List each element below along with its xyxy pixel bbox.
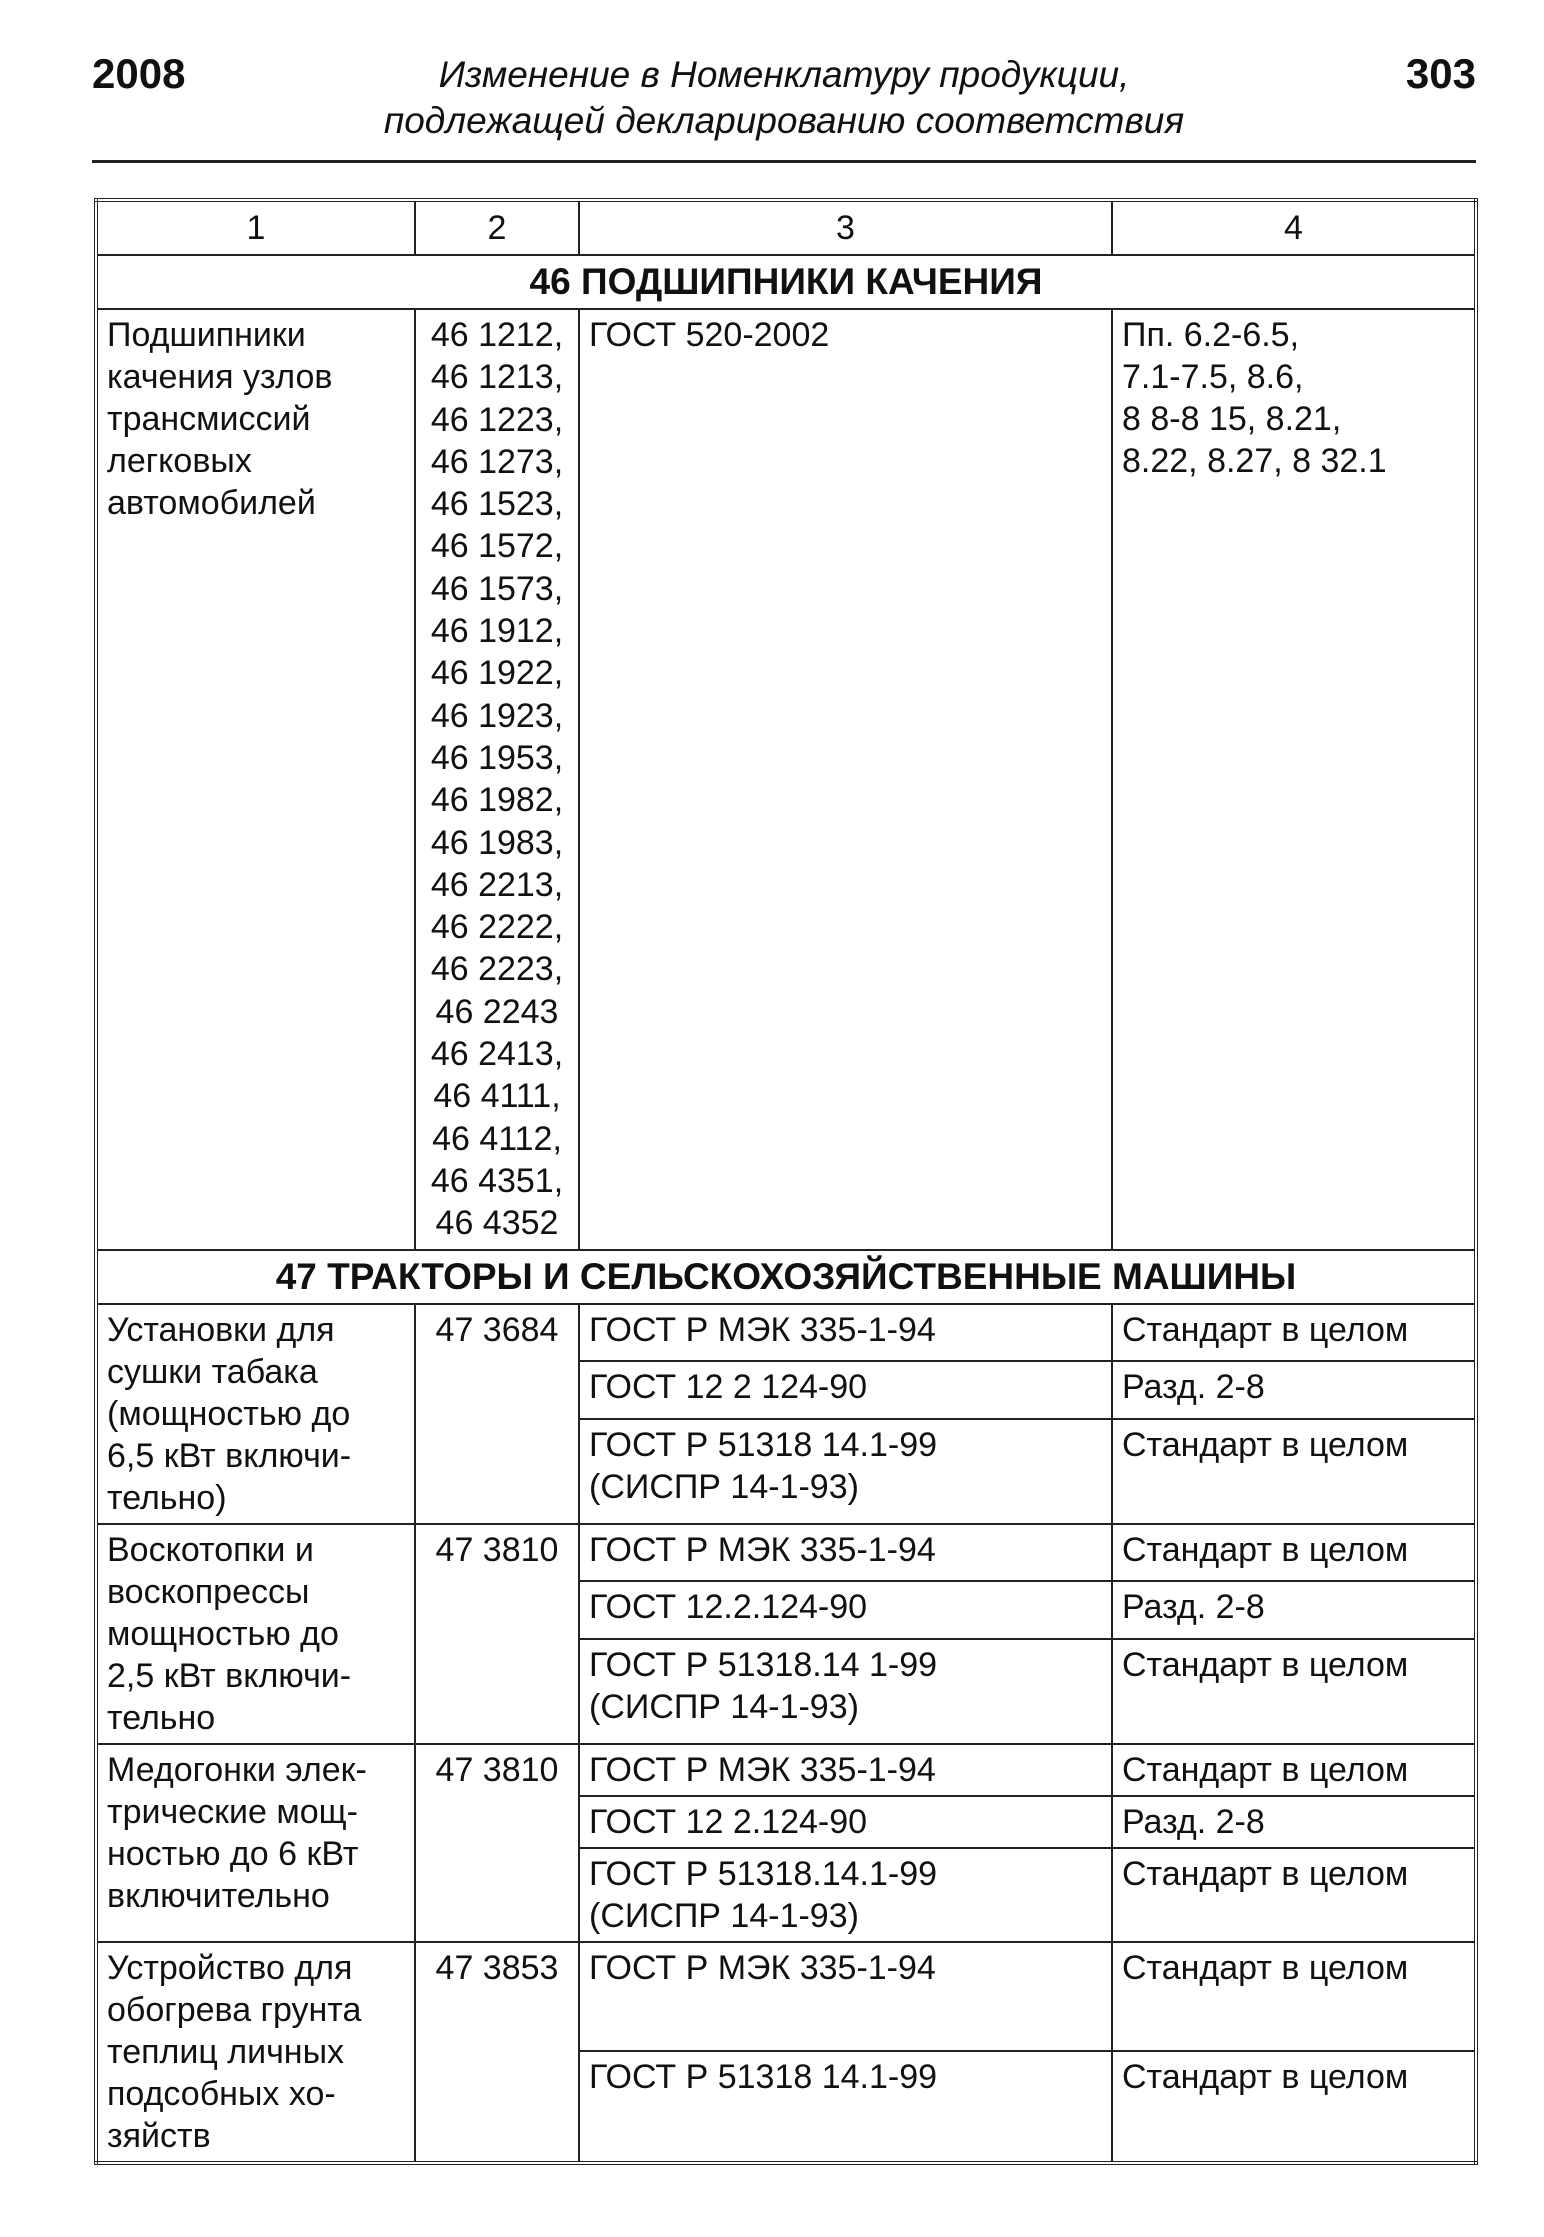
standard-line: (СИСПР 14-1-93) xyxy=(589,1688,859,1727)
standard-cell xyxy=(579,1419,1112,1523)
clauses-cell xyxy=(1112,309,1476,1250)
product-code: 46 1213, xyxy=(430,358,564,397)
column-number: 2 xyxy=(415,200,579,255)
product-line: Медогонки элек- xyxy=(107,1750,367,1789)
column-number: 3 xyxy=(579,200,1112,255)
standard-cell xyxy=(579,1848,1112,1942)
product-code: 46 4352 xyxy=(435,1204,559,1243)
product-code-cell: 47 3810 xyxy=(415,1524,579,1744)
product-name-cell xyxy=(96,1942,415,2163)
standard-cell xyxy=(579,1639,1112,1743)
product-code: 46 1223, xyxy=(430,400,564,439)
standard-line: ГОСТ Р МЭК 335-1-94 xyxy=(589,1750,936,1789)
product-line: качения узлов xyxy=(107,358,333,396)
product-code: 46 1212, xyxy=(430,316,564,354)
clause-cell: Стандарт в целом xyxy=(1112,1639,1476,1743)
section-heading: 47 ТРАКТОРЫ И СЕЛЬСКОХОЗЯЙСТВЕННЫЕ МАШИНЫ xyxy=(96,1250,1476,1304)
product-code: 46 4351, xyxy=(430,1161,564,1200)
product-name-cell xyxy=(96,1524,415,1744)
product-line: Воскотопки и xyxy=(107,1530,314,1569)
clause-cell: Стандарт в целом xyxy=(1112,1524,1476,1582)
clause-line: Пп. 6.2-6.5, xyxy=(1122,316,1300,354)
table-row xyxy=(96,1524,1476,1582)
product-code: 46 1573, xyxy=(430,569,564,608)
product-code: 46 1273, xyxy=(430,442,564,481)
product-line: подсобных хо- xyxy=(107,2074,336,2113)
product-name-cell xyxy=(96,1304,415,1524)
standard-cell xyxy=(579,1524,1112,1582)
product-name-cell xyxy=(96,309,415,1250)
header-title-line2: подлежащей декларированию соответствия xyxy=(383,100,1185,141)
column-number: 1 xyxy=(96,200,415,255)
nomenclature-table xyxy=(94,198,1478,2165)
standard-cell xyxy=(579,1942,1112,2051)
column-number: 4 xyxy=(1112,200,1476,255)
standard-line: ГОСТ 12 2 124-90 xyxy=(589,1368,868,1407)
product-codes-cell xyxy=(415,309,579,1250)
standard-cell xyxy=(579,1361,1112,1419)
section-heading-row xyxy=(96,1250,1476,1304)
header-divider xyxy=(92,160,1476,163)
clause-line: 7.1-7.5, 8.6, xyxy=(1122,358,1304,396)
clause-cell: Стандарт в целом xyxy=(1112,2051,1476,2163)
clause-cell: Стандарт в целом xyxy=(1112,1744,1476,1796)
standard-line: ГОСТ Р 51318 14.1-99 xyxy=(589,2057,938,2096)
clause-cell: Стандарт в целом xyxy=(1112,1848,1476,1942)
product-line: Установки для xyxy=(107,1310,335,1349)
product-line: (мощностью до xyxy=(107,1394,351,1433)
standard-cell xyxy=(579,1581,1112,1639)
clause-cell: Разд. 2-8 xyxy=(1112,1796,1476,1848)
standard-cell xyxy=(579,2051,1112,2163)
product-code: 46 1982, xyxy=(430,781,564,820)
clause-cell: Стандарт в целом xyxy=(1112,1304,1476,1362)
standard-line: ГОСТ Р МЭК 335-1-94 xyxy=(589,1530,936,1569)
product-code: 46 2222, xyxy=(430,908,564,947)
product-line: теплиц личных xyxy=(107,2032,345,2071)
standard-line: ГОСТ 12.2.124-90 xyxy=(589,1588,868,1627)
standard-line: ГОСТ Р 51318 14.1-99 xyxy=(589,1426,938,1465)
product-line: тельно xyxy=(107,1698,216,1737)
product-code: 46 1923, xyxy=(430,696,564,735)
table-row xyxy=(96,1304,1476,1362)
product-line: мощностью до xyxy=(107,1614,339,1653)
standard-line: ГОСТ Р 51318.14.1-99 xyxy=(589,1854,938,1893)
table-row xyxy=(96,309,1476,1250)
product-code: 46 1572, xyxy=(430,527,564,566)
product-line: трические мощ- xyxy=(107,1792,358,1831)
product-name-cell xyxy=(96,1744,415,1942)
clause-line: 8.22, 8.27, 8 32.1 xyxy=(1122,442,1387,480)
product-line: тельно) xyxy=(107,1478,227,1517)
product-code: 46 1953, xyxy=(430,738,564,777)
standard-line: (СИСПР 14-1-93) xyxy=(589,1468,859,1507)
table-row xyxy=(96,1942,1476,2051)
header-title-line1: Изменение в Номенклатуру продукции, xyxy=(438,54,1130,95)
standard-line: ГОСТ Р МЭК 335-1-94 xyxy=(589,1310,936,1349)
product-line: ностью до 6 кВт xyxy=(107,1834,359,1873)
standard-line: (СИСПР 14-1-93) xyxy=(589,1896,859,1935)
standard-line: ГОСТ Р 51318.14 1-99 xyxy=(589,1646,938,1685)
product-code: 46 1983, xyxy=(430,823,564,862)
product-code: 46 2213, xyxy=(430,865,564,904)
product-line: трансмиссий xyxy=(107,400,311,438)
product-line: обогрева грунта xyxy=(107,1990,362,2029)
product-code: 46 4111, xyxy=(433,1077,561,1116)
product-line: Устройство для xyxy=(107,1948,353,1987)
header-year: 2008 xyxy=(92,50,186,97)
table-row xyxy=(96,1744,1476,1796)
product-line: зяйств xyxy=(107,2116,211,2155)
product-code: 46 1922, xyxy=(430,654,564,693)
product-code: 46 2243 xyxy=(435,992,559,1031)
standard-cell: ГОСТ 520-2002 xyxy=(579,309,1112,1250)
product-line: 6,5 кВт включи- xyxy=(107,1436,352,1475)
product-line: воскопрессы xyxy=(107,1572,310,1611)
product-line: Подшипники xyxy=(107,316,306,354)
product-code-cell: 47 3810 xyxy=(415,1744,579,1942)
clause-cell: Разд. 2-8 xyxy=(1112,1361,1476,1419)
clause-line: 8 8-8 15, 8.21, xyxy=(1122,400,1342,438)
standard-cell xyxy=(579,1744,1112,1796)
product-line: 2,5 кВт включи- xyxy=(107,1656,352,1695)
header-page-number: 303 xyxy=(1405,50,1476,97)
product-code: 46 2223, xyxy=(430,950,564,989)
standard-cell xyxy=(579,1796,1112,1848)
product-code-cell: 47 3853 xyxy=(415,1942,579,2163)
standard-cell xyxy=(579,1304,1112,1362)
product-line: включительно xyxy=(107,1876,330,1915)
standard-line: ГОСТ Р МЭК 335-1-94 xyxy=(589,1948,936,1987)
clause-cell: Разд. 2-8 xyxy=(1112,1581,1476,1639)
product-code: 46 1912, xyxy=(430,612,564,651)
clause-cell: Стандарт в целом xyxy=(1112,1419,1476,1523)
clause-cell: Стандарт в целом xyxy=(1112,1942,1476,2051)
product-code-cell: 47 3684 xyxy=(415,1304,579,1524)
product-line: сушки табака xyxy=(107,1352,318,1391)
section-heading-row xyxy=(96,255,1476,309)
column-number-row xyxy=(96,200,1476,255)
product-line: легковых xyxy=(107,442,252,480)
product-code: 46 2413, xyxy=(430,1035,564,1074)
standard-line: ГОСТ 12 2.124-90 xyxy=(589,1802,868,1841)
product-line: автомобилей xyxy=(107,484,316,522)
product-code: 46 1523, xyxy=(430,485,564,524)
section-heading: 46 ПОДШИПНИКИ КАЧЕНИЯ xyxy=(96,255,1476,309)
product-code: 46 4112, xyxy=(432,1119,562,1158)
page-header xyxy=(92,40,1476,150)
header-title xyxy=(92,52,1476,144)
